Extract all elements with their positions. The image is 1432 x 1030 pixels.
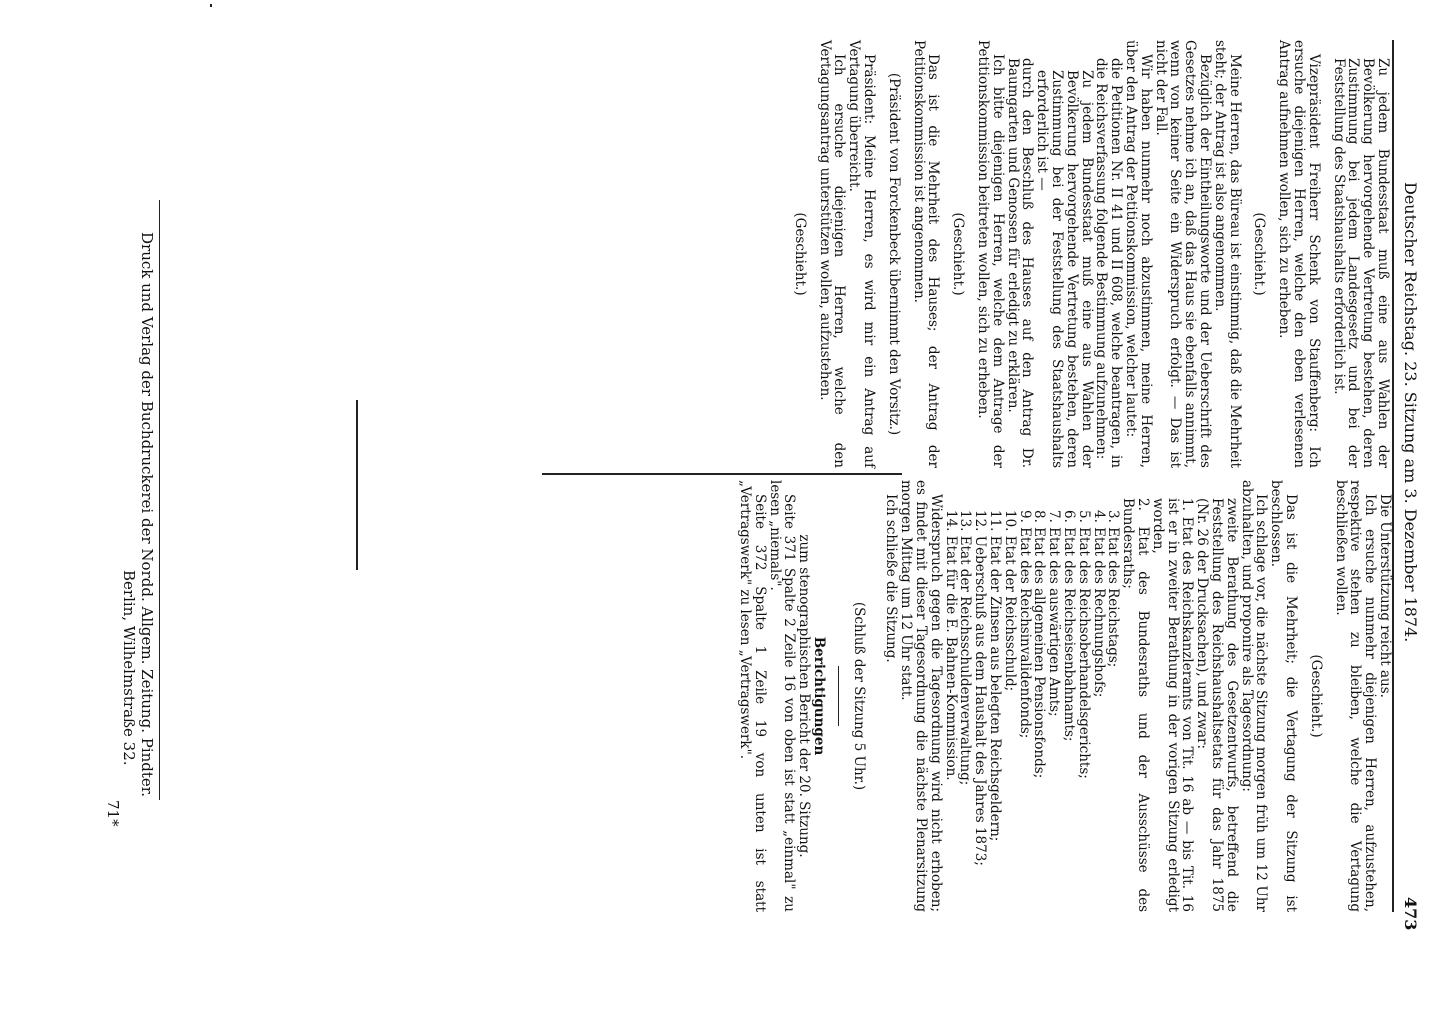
paragraph: Meine Herren, das Büreau ist einstimmig, daß die Mehrheit steht; der Antrag ist also angenommen. bbox=[1211, 40, 1243, 468]
section-divider bbox=[838, 666, 839, 726]
column-separator bbox=[542, 473, 902, 475]
stage-direction: (Geschieht.) bbox=[950, 212, 967, 296]
agenda-item: 7. Etat des auswärtigen Amts; bbox=[1046, 510, 1063, 717]
agenda-item: 2. Etat des Bundesraths und der Ausschüsse des Bundesraths; bbox=[1120, 498, 1152, 912]
scan-artifact-line bbox=[356, 400, 358, 570]
agenda-item: 13. Etat der Reichsschuldenverwaltung; bbox=[957, 510, 974, 786]
paragraph: Ich schließe die Sitzung. bbox=[883, 494, 900, 663]
correction-item: Seite 372 Spalte 1 Zeile 19 von unten ist statt „Vertragswerk" zu lesen „Vertragswerk". bbox=[736, 480, 768, 912]
agenda-intro: zweite Berathung des Gesetzentwurfs, betreffend die Feststellung des Reichshaushaltsetats für das Jahr 1875 (Nr. 26 der Drucksachen), und zwar: bbox=[1194, 498, 1240, 912]
agenda-item: 5. Etat des Reichsoberhandelsgerichts; bbox=[1075, 510, 1092, 779]
session-closing: (Schluß der Sitzung 5 Uhr.) bbox=[850, 601, 867, 791]
correction-item: Seite 371 Spalte 2 Zeile 16 von oben ist statt „einmal" zu lesen „niemals". bbox=[766, 480, 798, 912]
signature-mark: 71* bbox=[104, 800, 122, 827]
agenda-item: 14. Etat für die E. Bahnen-Kommission. bbox=[942, 510, 959, 781]
quoted-motion: die Petitionen Nr. II 41 und II 608, welche beantragen, in die Reichsverfassung folgende Bestimmung aufzunehmen: bbox=[1093, 58, 1125, 468]
corrections-heading: Berichtigungen bbox=[810, 636, 827, 756]
stage-direction: (Präsident von Forckenbeck übernimmt den Vorsitz.) bbox=[885, 72, 902, 436]
paragraph: Ich ersuche diejenigen Herren, welche den Vertagungsantrag unterstützen wollen, aufzustehen. bbox=[816, 40, 848, 468]
paragraph: Widerspruch gegen die Tagesordnung wird nicht erhoben; es findet mit dieser Tagesordnung die nächste Plenarsitzung morgen Mittag um 12 Uhr statt. bbox=[898, 480, 944, 912]
quoted-motion: Zu jedem Bundesstaat muß eine aus Wahlen der Bevölkerung hervorgehende Vertretung bestehen, deren Zustimmung bei jedem Landesgesetz und bei der Feststellung des Staatshaushalts erforderlich ist. bbox=[1330, 58, 1391, 468]
paragraph: Das ist die Mehrheit; die Vertagung der Sitzung ist beschlossen. bbox=[1268, 480, 1300, 912]
header-rule bbox=[1393, 40, 1395, 912]
agenda-item: 11. Etat der Zinsen aus belegten Reichsgeldern; bbox=[987, 510, 1004, 842]
digitization-sidebar bbox=[1410, 0, 1432, 1000]
imprint-line-2: Berlin, Wilhelmstraße 32. bbox=[120, 570, 138, 766]
agenda-item: 12. Ueberschuß aus dem Haushalt des Jahres 1873; bbox=[972, 510, 989, 866]
agenda-item: 6. Etat des Reichseisenbahnamts; bbox=[1061, 510, 1078, 742]
paragraph: Die Unterstützung reicht aus. bbox=[1377, 494, 1393, 698]
quoted-motion: durch den Beschluß des Hauses auf den Antrag Dr. Baumgarten und Genossen für erledigt zu erklären. bbox=[1004, 58, 1036, 468]
agenda-item: 9. Etat des Reichsinvalidenfonds; bbox=[1016, 510, 1033, 739]
imprint-line-1: Druck und Verlag der Buchdruckerei der Nordd. Allgem. Zeitung. Pindter. bbox=[138, 232, 156, 798]
agenda-item: 3. Etat des Reichstags; bbox=[1105, 510, 1122, 668]
stage-direction: (Geschieht.) bbox=[1251, 212, 1268, 296]
footer-rule bbox=[159, 200, 160, 800]
left-column bbox=[792, 40, 1390, 468]
paragraph: Ich ersuche nunmehr diejenigen Herren, aufzustehen, respektive stehen zu bleiben, welche die Vertagung beschließen wollen. bbox=[1332, 480, 1379, 912]
quoted-motion: Zu jedem Bundesstaat muß eine aus Wahlen der Bevölkerung hervorgehende Vertretung bestehen, deren Zustimmung bei der Feststellung des Staatshaushalts erforderlich ist — bbox=[1034, 70, 1095, 468]
paragraph: Das ist die Mehrheit des Hauses; der Antrag der Petitionskommission ist angenommen. bbox=[910, 40, 942, 468]
agenda-item: 10. Etat der Reichsschuld; bbox=[1001, 510, 1018, 692]
agenda-item: 1. Etat des Reichskanzleramts von Tit. 16 ab — bis Tit. 16 ist er in zweiter Berathung in der vorigen Sitzung erledigt worden, bbox=[1149, 498, 1196, 912]
paragraph: Vizepräsident Freiherr Schenk von Stauffenberg: Ich ersuche diejenigen Herren, welche den eben verlesenen Antrag aufnehmen wollen, sich zu erheben. bbox=[1276, 40, 1322, 468]
scan-artifact-dot bbox=[210, 4, 212, 7]
stage-direction: (Geschieht.) bbox=[791, 212, 808, 296]
agenda-item: 4. Etat des Rechnungshofs; bbox=[1090, 510, 1107, 698]
stage-direction: (Geschieht.) bbox=[1307, 654, 1324, 738]
right-column bbox=[737, 480, 1392, 912]
paragraph: Wir haben nunmehr noch abzustimmen, meine Herren, über den Antrag der Petitionskommission, welcher lautet: bbox=[1123, 40, 1154, 468]
page-number: 473 bbox=[1401, 897, 1420, 931]
corrections-subheading: zum stenographischen Bericht der 20. Sitzung. bbox=[796, 534, 813, 858]
page-header-title: Deutscher Reichstag. 23. Sitzung am 3. Dezember 1874. bbox=[1401, 182, 1420, 643]
paragraph: Ich bitte diejenigen Herren, welche dem Antrage der Petitionskommission beitreten wollen, sich zu erheben. bbox=[975, 40, 1006, 468]
paragraph: Ich schlage vor, die nächste Sitzung morgen früh um 12 Uhr abzuhalten, und proponire als Tagesordnung: bbox=[1238, 480, 1270, 912]
paragraph: Bezüglich der Eintheilungsworte und der Ueberschrift des Gesetzes nehme ich an, daß das Haus sie ebenfalls annimmt, wenn von keiner Seite ein Widerspruch erfolgt. — Das ist nicht der Fall. bbox=[1152, 40, 1214, 468]
agenda-item: 8. Etat des allgemeinen Pensionsfonds; bbox=[1031, 510, 1048, 779]
paragraph: Präsident: Meine Herren, es wird mir ein Antrag auf Vertagung überreicht. bbox=[846, 40, 878, 468]
